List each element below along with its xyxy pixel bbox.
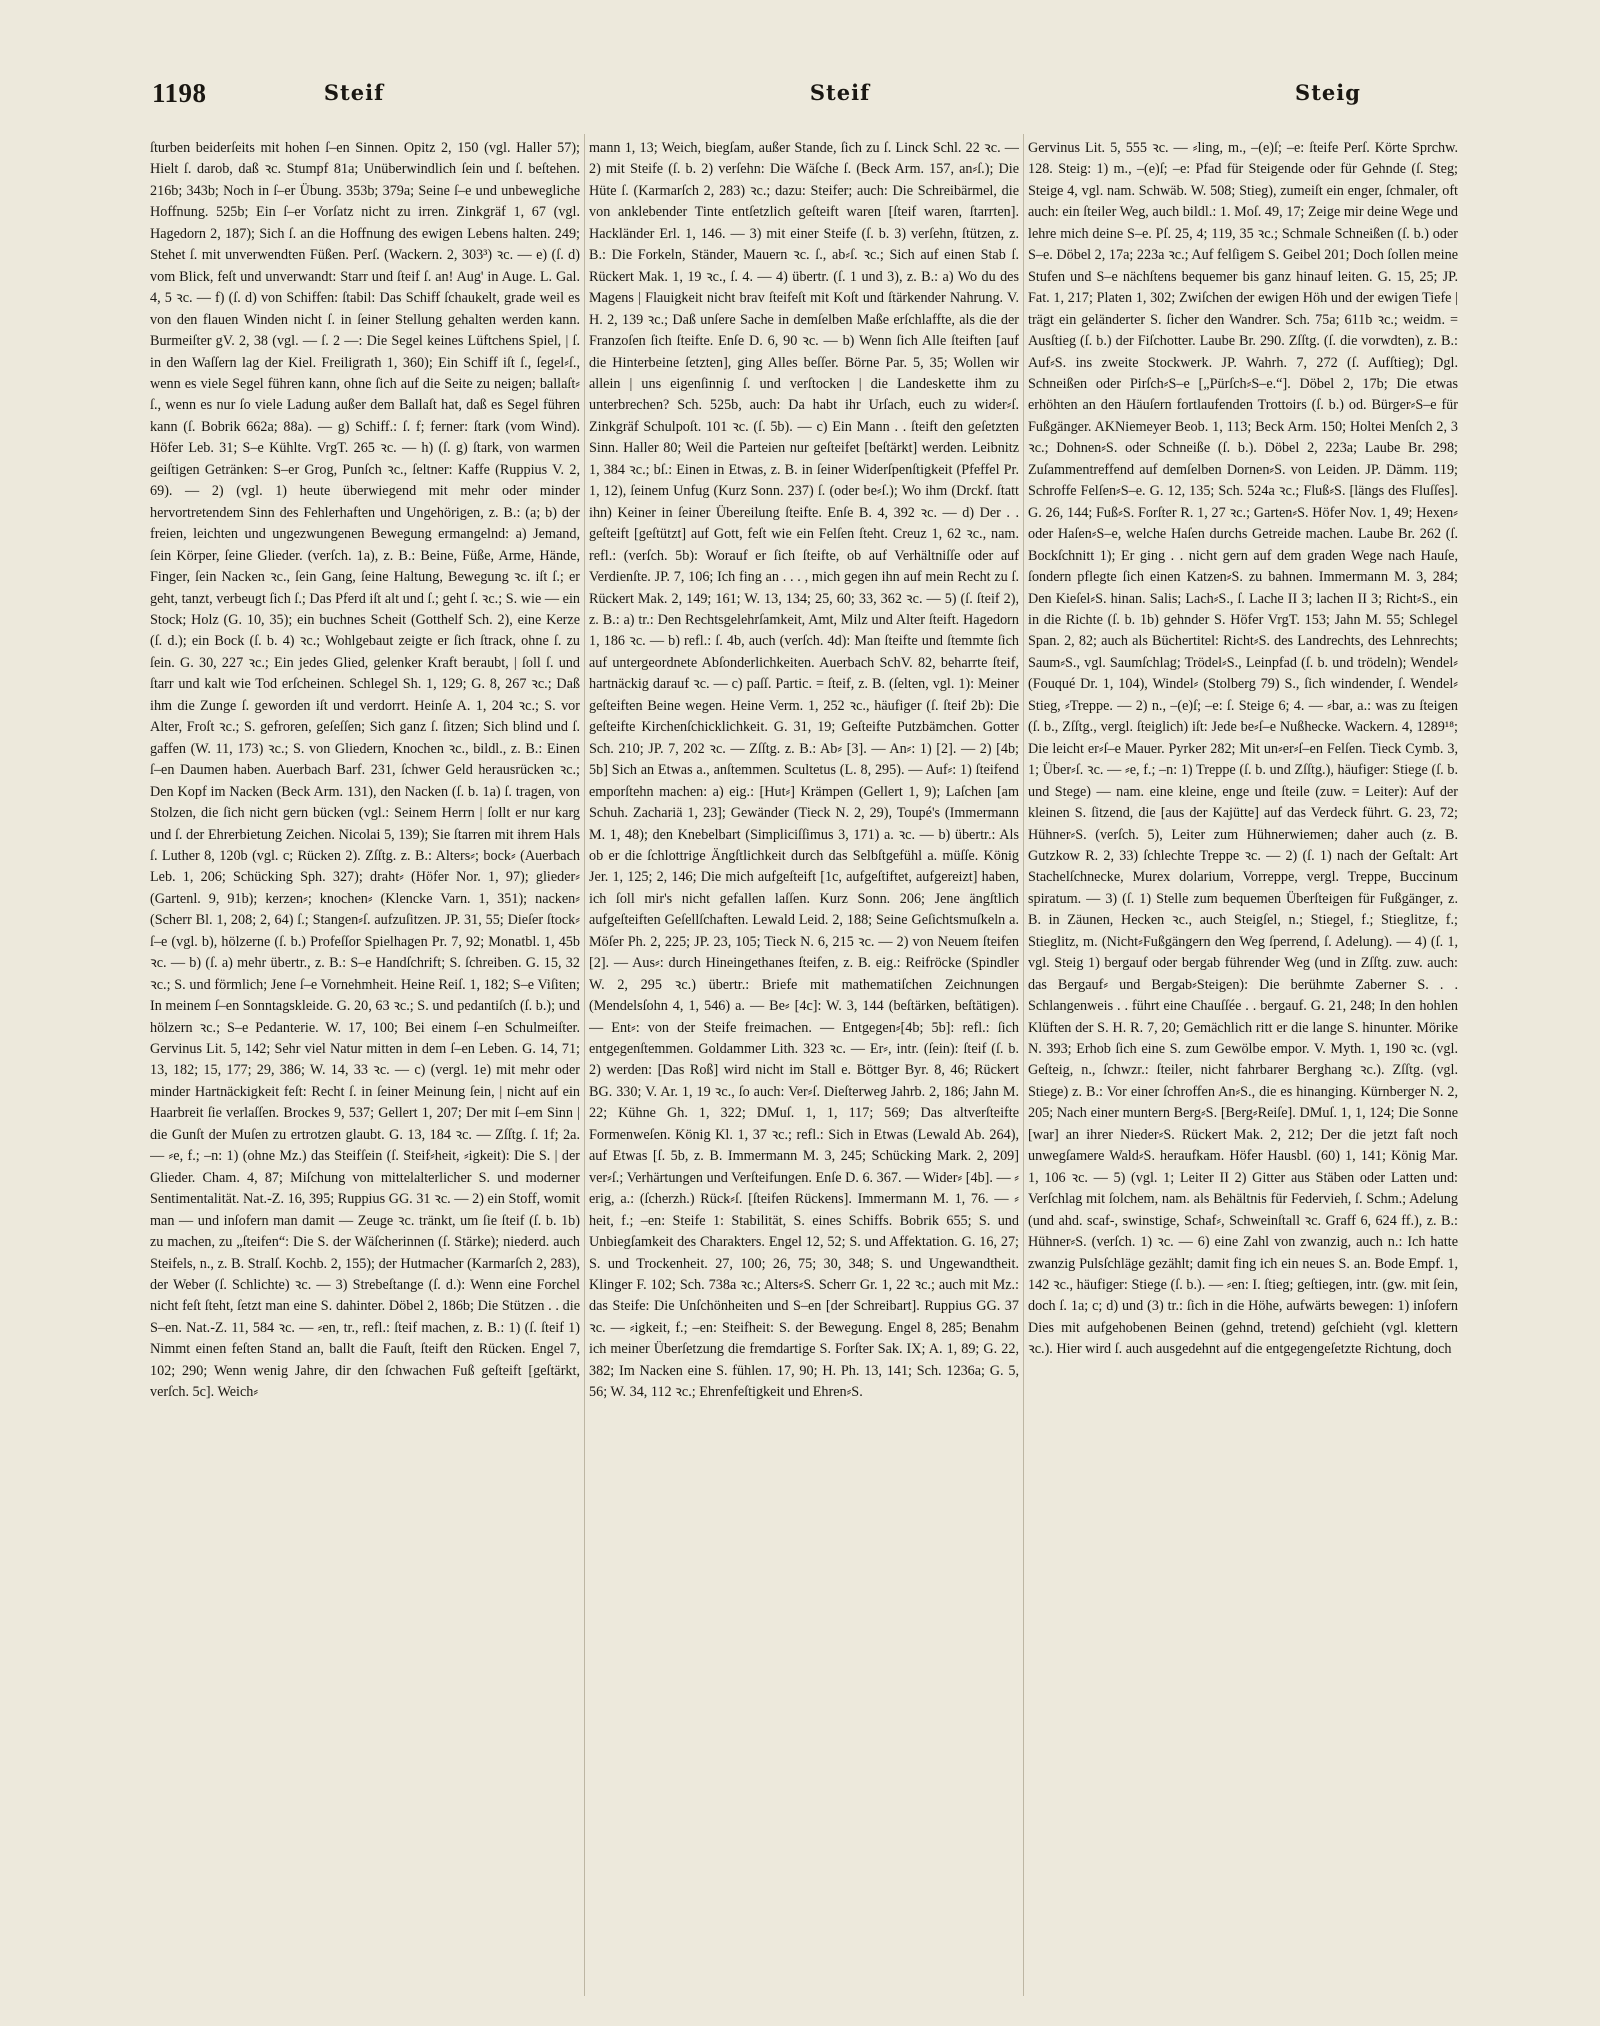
column-right xyxy=(1028,138,1458,1998)
running-head-right: Steig xyxy=(1295,80,1361,105)
column-middle xyxy=(589,138,1019,1998)
running-head-center: Steif xyxy=(809,80,871,105)
column-left xyxy=(150,138,580,1998)
running-head-left: Steif xyxy=(323,80,385,105)
page-header xyxy=(0,78,1600,114)
column-text: ſturben beiderſeits mit hohen ſ–en Sinnen. Opitz 2, 150 (vgl. Haller 57); Hielt ſ. darob, daß ꝛc. Stumpf 81a; Unüberwindlich ſein und ſ. beſtehen. 216b; 343b; Noch in ſ–er Übung. 353b; 379a; Seine ſ–e und unbewegliche Hoffnung. 525b; Ein ſ–er Vorſatz nicht zu irren. Zinkgräf 1, 67 (vgl. Hagedorn 2, 187); Sich ſ. an die Hoffnung des ewigen Lebens halten. 249; Stehet ſ. mit unverwendten Füßen. Perſ. (Wackern. 2, 303³) ꝛc. — e) (ſ. d) vom Blick, feſt und unverwandt: Starr und ſteif ſ. an! Aug' in Auge. L. Gal. 4, 5 ꝛc. — f) (ſ. d) von Schiffen: ſtabil: Das Schiff ſchaukelt, grade weil es von den flauen Winden nicht ſ. in ſeiner Stellung gehalten werden kann. Burmeiſter gV. 2, 38 (vgl. — ſ. 2 —: Die Segel keines Lüftchens Spiel, | ſ. in den Waſſern lag der Kiel. Freiligrath 1, 360); Ein Schiff iſt ſ., ſegel⸗ſ., wenn es viele Segel führen kann, ohne ſich auf die Seite zu neigen; ballaſt⸗ſ., wenn es nur ſo viele Ladung außer dem Ballaſt hat, daß es Segel führen kann (ſ. Bobrik 662a; 88a). — g) Schiff.: ſ. f; ferner: ſtark (vom Wind). Höfer Leb. 31; S–e Kühlte. VrgT. 265 ꝛc. — h) (ſ. g) ſtark, von warmen geiſtigen Getränken: S–er Grog, Punſch ꝛc., ſeltner: Kaffe (Ruppius V. 2, 69). — 2) (vgl. 1) heute überwiegend mit mehr oder minder hervortretendem Sinn des Fehlerhaften und Ungehörigen, z. B.: (a; b) der freien, leichten und ungezwungenen Bewegung ermangelnd: a) Jemand, ſein Körper, ſeine Glieder. (verſch. 1a), z. B.: Beine, Füße, Arme, Hände, Finger, ſein Nacken ꝛc., ſein Gang, ſeine Haltung, Bewegung ꝛc. iſt ſ.; er geht, tanzt, verbeugt ſich ſ.; Das Pferd iſt alt und ſ.; geht ſ. ꝛc.; S. wie — ein Stock; Holz (G. 10, 35); ein buchnes Scheit (Gotthelf Sch. 2), eine Kerze (ſ. d.); ein Bock (ſ. b. 4) ꝛc.; Wohlgebaut zeigte er ſich ſtrack, ohne ſ. zu ſein. G. 30, 227 ꝛc.; Ein jedes Glied, gelenker Kraft beraubt, | ſoll ſ. und ſtarr und kalt wie Tod erſcheinen. Schlegel Sh. 1, 129; G. 8, 267 ꝛc.; Daß ihm die Zunge ſ. geworden iſt und verdorrt. Heinſe A. 1, 204 ꝛc.; S. vor Alter, Froſt ꝛc.; S. gefroren, geſeſſen; Sich ganz ſ. ſitzen; Sich blind und ſ. gaffen (W. 11, 173) ꝛc.; S. von Gliedern, Knochen ꝛc., bildl., z. B.: Einen ſ–en Daumen haben. Auerbach Barf. 231, ſchwer Geld herausrücken ꝛc.; Den Kopf im Nacken (Beck Arm. 131), den Nacken (ſ. b. 1a) ſ. tragen, von Stolzen, die ſich nicht gern bücken (vgl.: Seinem Herrn | ſollt er nur karg und ſ. der Ehrerbietung Zeichen. Nicolai 5, 139); Sie ſtarren mit ihrem Hals ſ. Luther 8, 120b (vgl. c; Rücken 2). Zſſtg. z. B.: Alters⸗; bock⸗ (Auerbach Leb. 1, 206; Schücking Sph. 327); draht⸗ (Höfer Nor. 1, 97); glieder⸗ (Gartenl. 9, 91b); kerzen⸗; knochen⸗ (Klencke Varn. 1, 351); nacken⸗ (Scherr Bl. 1, 208; 2, 64) ſ.; Stangen⸗ſ. aufzuſitzen. JP. 31, 55; Dieſer ſtock⸗ſ–e (vgl. b), hölzerne (ſ. b.) Profeſſor Spielhagen Pr. 7, 92; Monatbl. 1, 45b ꝛc. — b) (ſ. a) mehr übertr., z. B.: S–e Handſchrift; S. ſchreiben. G. 15, 32 ꝛc.; S. und förmlich; Jene ſ–e Vornehmheit. Heine Reiſ. 1, 182; S–e Viſiten; In meinem ſ–en Sonntagskleide. G. 20, 63 ꝛc.; S. und pedantiſch (ſ. b.); und hölzern ꝛc.; S–e Pedanterie. W. 17, 100; Bei einem ſ–en Schulmeiſter. Gervinus Lit. 5, 142; Sehr viel Natur mitten in dem ſ–en Leben. G. 14, 71; 13, 182; 15, 177; 29, 386; W. 14, 33 ꝛc. — c) (vergl. 1e) mit mehr oder minder Hartnäckigkeit feſt: Recht ſ. in ſeiner Meinung ſein, | nicht auf ein Haarbreit ſie verlaſſen. Brockes 9, 537; Gellert 1, 207; Der mit ſ–em Sinn | die Gunſt der Muſen zu ertrotzen glaubt. G. 13, 184 ꝛc. — Zſſtg. ſ. 1f; 2a. — ⸗e, f.; –n: 1) (ohne Mz.) das Steifſein (ſ. Steif⸗heit, ⸗igkeit): Die S. | der Glieder. Cham. 4, 87; Miſchung von mittelalterlicher S. und moderner Sentimentalität. Nat.-Z. 16, 395; Ruppius GG. 31 ꝛc. — 2) ein Stoff, womit man — und inſofern man damit — Zeuge ꝛc. tränkt, um ſie ſteif (ſ. b. 1b) zu machen, zu „ſteifen“: Die S. der Wäſcherinnen (ſ. Stärke); niederd. auch Steifels, n., z. B. Stralſ. Kochb. 2, 155); der Hutmacher (Karmarſch 2, 283), der Weber (ſ. Schlichte) ꝛc. — 3) Strebeſtange (ſ. d.): Wenn eine Forchel nicht feſt ſteht, ſetzt man eine S. dahinter. Döbel 2, 186b; Die Stützen . . die S–en. Nat.-Z. 11, 584 ꝛc. — ⸗en, tr., refl.: ſteif machen, z. B.: 1) (ſ. ſteif 1) Nimmt einen feſten Stand an, ballt die Fauſt, ſteift den Rücken. Engel 7, 102; 290; Wenn wenig Jahre, dir den ſchwachen Fuß geſteift [geſtärkt, verſch. 5c]. Weich⸗ xyxy=(150,140,580,1401)
text-columns xyxy=(150,138,1458,1998)
page-number: 1198 xyxy=(152,78,207,108)
column-text: Gervinus Lit. 5, 555 ꝛc. — ⸗ling, m., –(e)ſ; –e: ſteife Perſ. Körte Sprchw. 128. Steig: 1) m., –(e)ſ; –e: Pfad für Steigende oder für Gehnde (ſ. Steg; Steige 4, vgl. nam. Schwäb. W. 508; Stieg), zumeiſt ein enger, ſchmaler, oft auch: ein ſteiler Weg, auch bildl.: 1. Moſ. 49, 17; Zeige mir deine Wege und lehre mich deine S–e. Pſ. 25, 4; 119, 35 ꝛc.; Schmale Schneißen (ſ. b.) oder S–e. Döbel 2, 17a; 223a ꝛc.; Auf felſigem S. Geibel 201; Doch ſollen meine Stufen und S–e nächſtens bequemer bis ganz hinauf leiten. G. 15, 25; JP. Fat. 1, 217; Platen 1, 302; Zwiſchen der ewigen Höh und der ewigen Tiefe | trägt ein geländerter S. ſicher den Wandrer. Sch. 75a; 611b ꝛc.; weidm. = Ausſtieg (ſ. b.) der Fiſchotter. Laube Br. 290. Zſſtg. (ſ. die vorwdten), z. B.: Auf⸗S. ins zweite Stockwerk. JP. Wahrh. 7, 272 (ſ. Aufſtieg); Dgl. Schneißen oder Pirſch⸗S–e [„Pürſch⸗S–e.“]. Döbel 2, 17b; Die etwas erhöhten an den Häuſern fortlaufenden Trottoirs (ſ. b.) od. Bürger⸗S–e für Fußgänger. AKNiemeyer Beob. 1, 113; Beck Arm. 150; Holtei Menſch 2, 3 ꝛc.; Dohnen⸗S. oder Schneiße (ſ. b.). Döbel 2, 223a; Laube Br. 298; Zuſammentreffend auf demſelben Dornen⸗S. von Leiden. JP. Dämm. 119; Schroffe Felſen⸗S–e. G. 12, 135; Sch. 524a ꝛc.; Fluß⸗S. [längs des Fluſſes]. G. 26, 144; Fuß⸗S. Forſter R. 1, 27 ꝛc.; Garten⸗S. Höfer Nov. 1, 49; Hexen⸗ oder Haſen⸗S–e, welche Haſen durchs Getreide machen. Laube Br. 262 (ſ. Bockſchnitt 1); Er ging . . nicht gern auf dem graden Wege nach Hauſe, ſondern pflegte ſich einen Katzen⸗S. zu bahnen. Immermann M. 3, 284; Den Kieſel⸗S. hinan. Salis; Lach⸗S., ſ. Lache II 3; lachen II 3; Richt⸗S., ein in die Richte (ſ. b. 1b) gehnder S. Höfer VrgT. 153; Jahn M. 55; Schlegel Span. 2, 82; auch als Büchertitel: Richt⸗S. des Landrechts, des Lehnrechts; Saum⸗S., vgl. Saumſchlag; Trödel⸗S., Leinpfad (ſ. b. und trödeln); Wendel⸗ (Fouqué Dr. 1, 104), Windel⸗ (Stolberg 79) S., ſich windender, ſ. Wendel⸗Stieg, ⸗Treppe. — 2) n., –(e)ſ; –e: ſ. Steige 6; 4. — ⸗bar, a.: was zu ſteigen (ſ. b., Zſſtg., vergl. ſteiglich) iſt: Jede be⸗ſ–e Nußhecke. Wackern. 4, 1289¹⁸; Die leicht er⸗ſ–e Mauer. Pyrker 282; Mit un⸗er⸗ſ–en Felſen. Tieck Cymb. 3, 1; Über⸗ſ. ꝛc. — ⸗e, f.; –n: 1) Treppe (ſ. b. und Zſſtg.), häufiger: Stiege (ſ. b. und Stege) — nam. eine kleine, enge und ſteile (zuw. = Leiter): Auf der kleinen S. ſitzend, die [aus der Kajütte] auf das Verdeck führt. G. 23, 72; Hühner⸗S. (verſch. 5), Leiter zum Hühnerwiemen; daher auch (z. B. Gutzkow R. 2, 33) ſchlechte Treppe ꝛc. — 2) (ſ. 1) nach der Geſtalt: Art Stachelſchnecke, Murex dolarium, Vorreppe, vergl. Treppe, Buccinum spiratum. — 3) (ſ. 1) Stelle zum bequemen Überſteigen für Fußgänger, z. B. in Zäunen, Hecken ꝛc., auch Steigſel, n.; Stiegel, f.; Stieglitze, f.; Stieglitz, m. (Nicht⸗Fußgängern den Weg ſperrend, ſ. Adelung). — 4) (ſ. 1, vgl. Steig 1) bergauf oder bergab führender Weg (und in Zſſtg. zuw. auch: das Bergauf⸗ und Bergab⸗Steigen): Die berühmte Zaberner S. . . Schlangenweis . . führt eine Chauſſée . . bergauf. G. 21, 248; In den hohlen Klüften der S. H. R. 7, 20; Gemächlich ritt er die lange S. hinunter. Mörike N. 393; Erhob ſich eine S. zum Gewölbe empor. V. Myth. 1, 190 ꝛc. (vgl. Geſteig, n., ſchwzr.: ſteiler, nicht fahrbarer Berghang ꝛc.). Zſſtg. (vgl. Stiege) z. B.: Vor einer ſchroffen An⸗S., die es hinanging. Kürnberger N. 2, 205; Nach einer muntern Berg⸗S. [Berg⸗Reiſe]. DMuſ. 1, 1, 124; Die Sonne [war] an ihrer Nieder⸗S. Rückert Mak. 2, 212; Der die jetzt faſt noch unwegſamere Wald⸗S. heraufkam. Höfer Hausbl. (60) 1, 141; König Mar. 1, 106 ꝛc. — 5) (vgl. 1; Leiter II 2) Gitter aus Stäben oder Latten und: Verſchlag mit ſolchem, nam. als Behältnis für Federvieh, ſ. Schm.; Adelung (und ahd. scaf-, swinstige, Schaf⸗, Schweinſtall ꝛc. Graff 6, 624 ff.), z. B.: Hühner⸗S. (verſch. 1) ꝛc. — 6) eine Zahl von zwanzig, auch n.: Ich hatte zwanzig Pulsſchläge gezählt; damit fing ich ein neues S. an. Bode Empf. 1, 142 ꝛc., häufiger: Stiege (ſ. b.). — ⸗en: I. ſtieg; geſtiegen, intr. (gw. mit ſein, doch ſ. 1a; c; d) und (3) tr.: ſich in die Höhe, aufwärts bewegen: 1) inſofern Dies mit aufgehobenen Beinen (gehnd, tretend) geſchieht (vgl. klettern ꝛc.). Hier wird ſ. auch ausgedehnt auf die entgegengeſetzte Richtung, doch xyxy=(1028,140,1458,1358)
column-text: mann 1, 13; Weich, biegſam, außer Stande, ſich zu ſ. Linck Schl. 22 ꝛc. — 2) mit Steife (ſ. b. 2) verſehn: Die Wäſche ſ. (Beck Arm. 157, an⸗ſ.); Die Hüte ſ. (Karmarſch 2, 283) ꝛc.; dazu: Steifer; auch: Die Schreibärmel, die von anklebender Tinte entſetzlich geſteift waren [ſteif waren, ſtarrten]. Hackländer Erl. 1, 146. — 3) mit einer Steife (ſ. b. 3) verſehn, ſtützen, z. B.: Die Forkeln, Ständer, Mauern ꝛc. ſ., ab⸗ſ. ꝛc.; Sich auf einen Stab ſ. Rückert Mak. 1, 19 ꝛc., ſ. 4. — 4) übertr. (ſ. 1 und 3), z. B.: a) Wo du des Magens | Flauigkeit nicht brav ſteifeſt mit Koſt und ſtärkender Nahrung. V. H. 2, 139 ꝛc.; Daß unſere Sache in demſelben Maße erſchlaffte, als die der Franzoſen ſich ſteifte. Enſe D. 6, 90 ꝛc. — b) Wenn ſich Alle ſteiften [auf die Hinterbeine ſetzten], ging Alles beſſer. Börne Par. 5, 35; Wollen wir allein | uns eigenſinnig ſ. und verſtocken | die Landeskette ihm zu unterbrechen? Sch. 525b, auch: Da habt ihr Urſach, euch zu wider⸗ſ. Zinkgräf Schulpoſt. 101 ꝛc. (ſ. 5b). — c) Ein Mann . . ſteift den geſetzten Sinn. Haller 80; Weil die Parteien nur geſteifet [beſtärkt] werden. Leibnitz 1, 384 ꝛc.; bſ.: Einen in Etwas, z. B. in ſeiner Widerſpenſtigkeit (Pfeffel Pr. 1, 12), ſeinem Unfug (Kurz Sonn. 237) ſ. (oder be⸗ſ.); Wo ihm (Drckf. ſtatt ihn) Keiner in ſeiner Übereilung ſteifte. Enſe B. 4, 392 ꝛc. — d) Der . . geſteift [geſtützt] auf Gott, feſt wie ein Felſen ſteht. Creuz 1, 62 ꝛc., nam. refl.: (verſch. 5b): Worauf er ſich ſteifte, ob auf Verhältniſſe oder auf Verdienſte. JP. 7, 106; Ich fing an . . . , mich gegen ihn auf mein Recht zu ſ. Rückert Mak. 2, 149; 161; W. 13, 134; 25, 60; 33, 362 ꝛc. — 5) (ſ. ſteif 2), z. B.: a) tr.: Den Rechtsgelehrſamkeit, Amt, Milz und Alter ſteift. Hagedorn 1, 186 ꝛc. — b) refl.: ſ. 4b, auch (verſch. 4d): Man ſteifte und ſtemmte ſich auf untergeordnete Abſonderlichkeiten. Auerbach SchV. 82, beharrte ſteif, hartnäckig darauf ꝛc. — c) paſſ. Partic. = ſteif, z. B. (ſelten, vgl. 1): Meiner geſteiften Beine wegen. Heine Verm. 1, 252 ꝛc., häufiger (ſ. ſteif 2b): Die geſteifte Kirchenſchicklichkeit. G. 31, 19; Geſteifte Putzbämchen. Gotter Sch. 210; JP. 7, 202 ꝛc. — Zſſtg. z. B.: Ab⸗ [3]. — An⸗: 1) [2]. — 2) [4b; 5b] Sich an Etwas a., anſtemmen. Scultetus (L. 8, 295). — Auf⸗: 1) ſteifend emporſtehn machen: a) eig.: [Hut⸗] Krämpen (Gellert 1, 9); Laſchen [am Schuh. Zachariä 1, 23]; Gewänder (Tieck N. 2, 29), Toupé's (Immermann M. 1, 48); den Knebelbart (Simpliciſſimus 3, 171) a. ꝛc. — b) übertr.: Als ob er die ſchlottrige Ängſtlichkeit durch das Selbſtgefühl a. müſſe. König Jer. 1, 125; 2, 146; Die mich aufgeſteift [1c, aufgeſtiftet, aufgereizt] haben, ich ſoll mir's nicht gefallen laſſen. Kurz Sonn. 206; Jene ängſtlich aufgeſteiften Geſellſchaften. Lewald Leid. 2, 188; Seine Geſichtsmuſkeln a. Möſer Ph. 2, 225; JP. 23, 105; Tieck N. 6, 215 ꝛc. — 2) von Neuem ſteifen [2]. — Aus⸗: durch Hineingethanes ſteifen, z. B. eig.: Reifröcke (Spindler W. 2, 295 ꝛc.) übertr.: Briefe mit mathematiſchen Zeichnungen (Mendelsſohn 4, 1, 546) a. — Be⸗ [4c]: W. 3, 144 (beſtärken, beſtätigen). — Ent⸗: von der Steife freimachen. — Entgegen⸗[4b; 5b]: refl.: ſich entgegenſtemmen. Goldammer Lith. 323 ꝛc. — Er⸗, intr. (ſein): ſteif (ſ. b. 2) werden: [Das Roß] wird nicht im Stall e. Böttger Byr. 8, 46; Rückert BG. 330; V. Ar. 1, 19 ꝛc., ſo auch: Ver⸗ſ. Dieſterweg Jahrb. 2, 186; Jahn M. 22; Kühne Gh. 1, 322; DMuſ. 1, 1, 117; 569; Das altverſteifte Formenweſen. König Kl. 1, 37 ꝛc.; refl.: Sich in Etwas (Lewald Ab. 264), auf Etwas [ſ. 5b, z. B. Immermann M. 3, 245; Schücking Mark. 2, 209] ver⸗ſ.; Verhärtungen und Verſteifungen. Enſe D. 6. 367. — Wider⸗ [4b]. — ⸗erig, a.: (ſcherzh.) Rück⸗ſ. [ſteifen Rückens]. Immermann M. 1, 76. — ⸗heit, f.; –en: Steife 1: Stabilität, S. eines Schiffs. Bobrik 655; S. und Unbiegſamkeit des Charakters. Engel 12, 52; S. und Affektation. G. 16, 27; S. und Trockenheit. 27, 100; 26, 75; 30, 348; S. und Ungewandtheit. Klinger F. 102; Sch. 738a ꝛc.; Alters⸗S. Scherr Gr. 1, 22 ꝛc.; auch mit Mz.: das Steife: Die Unſchönheiten und S–en [der Schreibart]. Ruppius GG. 37 ꝛc. — ⸗igkeit, f.; –en: Steifheit: S. der Bewegung. Engel 8, 285; Benahm ich meiner Überſetzung die fremdartige S. Forſter Sak. IX; A. 1, 89; G. 22, 382; Im Nacken eine S. fühlen. 17, 90; H. Ph. 13, 141; Sch. 1236a; G. 5, 56; W. 34, 112 ꝛc.; Ehrenfeſtigkeit und Ehren⸗S. xyxy=(589,140,1019,1401)
